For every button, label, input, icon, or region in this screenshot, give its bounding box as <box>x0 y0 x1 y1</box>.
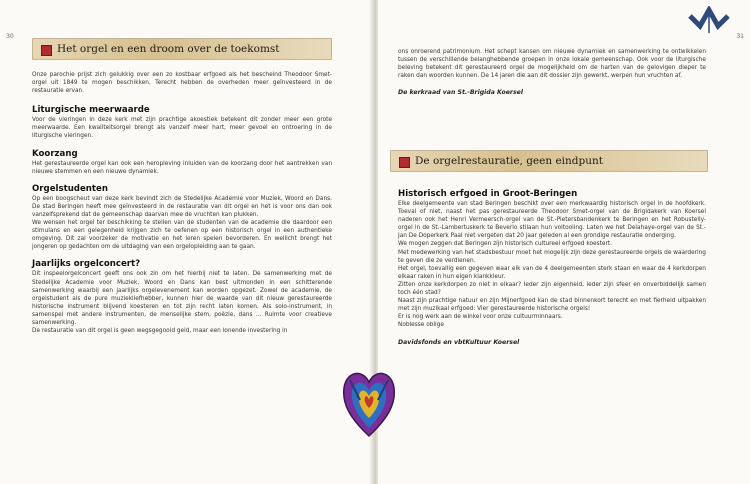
section-body: Dit inspeelorgelconcert geeft ons ook zin om het hierbij niet te laten. De samenwerking met de Stedelijke Academie voor Muziek, Woord en Dans kan best uitmonden in een schitterende samenwerking waarbij een jaarlijks orgelevenement kan worden opgezet. Zowel de academie, de orgelstudent als de pure muziekliefhebber, kunnen hier de waarde van dit nieuw gerestaureerde historische instrument blijvend koesteren en tot zijn recht laten komen. Als solo-instrument, in samenspel met andere instrumenten, de menselijke stem, poëzie, dans ... Ruimte voor creatieve samenwerking. De restauratie van dit orgel is geen wegsgegooid geld, maar een lonende investering in <box>32 271 332 335</box>
banner-bullet-icon <box>399 157 410 168</box>
left-body <box>32 71 332 335</box>
section-heading: Orgelstudenten <box>32 183 108 194</box>
section-heading: Liturgische meerwaarde <box>32 105 150 116</box>
intro-paragraph: Onze parochie prijst zich gelukkig over een zo kostbaar erfgoed als het bescheind Theodoor Smet-orgel uit 1849 te mogen beschikken. Terecht hebben de overheden meer geïnvesteerd in de restauratie ervan. <box>32 72 332 95</box>
section-body: Op een boogscheut van deze kerk bevindt zich de Stedelijke Academie voor Muziek, Woord en Dans. De stad Beringen heeft mee geïnvesteerd in de restauratie van dit orgel en het is voor ons dan ook vanzelfsprekend dat de gemeenschap daarvan mee de vruchten kan plukken. We wensen het orgel ter beschikking te stellen van de studenten van de academie die daardoor een stimulans en een gelegenheid krijgen zich te oefenen op een historisch orgel in een authentieke omgeving. Dit zal voorzeker de motivatie en het leren spelen bevorderen. En wellicht brengt het jongeren op gedachten om de uitdaging van een orgelopleiding aan te gaan. <box>32 195 332 251</box>
left-banner-title: Het orgel en een droom over de toekomst <box>57 43 280 55</box>
section-heading: Koorzang <box>32 148 78 159</box>
publisher-logo-icon <box>688 6 730 34</box>
signature-davidsfonds: Davidsfonds en vbtKultuur Koersel <box>398 338 520 346</box>
left-page <box>0 0 372 484</box>
right-banner-title: De orgelrestauratie, geen eindpunt <box>415 155 603 167</box>
signature-kerkraad: De kerkraad van St.-Brigida Koersel <box>398 89 523 97</box>
section-body: Elke deelgemeente van stad Beringen beschikt over een merkwaardig historisch orgel in de hoofdkerk. Toeval of niet, naast het pas gerestaureerde Theodoor Smet-orgel van de Brigidakerk van Koersel naderen ook het Henri Vermeersch-orgel van de St.-Pietersbandenkerk te Beringen en het Robustelly-orgel in de St.-Lambertuskerk te Beverlo stilaan hun voltooiing. Laten we het Delahaye-orgel van de St.-Jan De Doperkerk Paal niet vergeten dat 20 jaar geleden al een grondige restauratie onderging. We mogen zeggen dat Beringen zijn historisch cultureel erfgoed koestert. Met medewerking van het stadsbestuur moet het mogelijk zijn deze gerestaureerde orgels de waardering te geven die ze verdienen. Het orgel, toevallig een gegeven waar elk van de 4 deelgemeenten sterk staan en waar de 4 kerkdorpen elkaar raken in hun eigen klankkleur. Zitten onze kerkdorpen zo niet in elkaar? Ieder zijn eigenheid, ieder zijn sfeer en onverbiddelijk samen toch één stad? Naast zijn prachtige natuur en zijn Mijnerfgoed kan de stad binnenkort terecht en met fierheid uitpakken met zijn muzikaal erfgoed: Vier gerestaureerde historische orgels! Er is nog werk aan de winkel voor onze cultuurminnaars. Noblesse oblige <box>398 201 706 329</box>
right-banner <box>390 150 708 172</box>
left-banner <box>32 38 332 60</box>
stained-glass-heart-icon <box>340 360 398 440</box>
right-body <box>398 189 706 347</box>
page-number-right: 31 <box>736 33 744 40</box>
right-top-text <box>398 48 706 97</box>
page-number-left: 30 <box>6 33 14 40</box>
section-body: Voor de vieringen in deze kerk met zijn prachtige akoestiek betekent dit zonder meer een grote meerwaarde. Een kwaliteitsorgel brengt als vanzelf meer hart, meer gevoel en ontroering in de liturgische vieringen. <box>32 117 332 140</box>
section-heading: Historisch erfgoed in Groot-Beringen <box>398 189 578 199</box>
continued-paragraph: ons onroerend patrimonium. Het schept kansen om nieuwe dynamiek en samenwerking te ontwikkelen tussen de verschillende belanghebbende groepen in onze lokale gemeenschap. Ook voor de liturgische beleving betekent dit gerestaureerd orgel de mogelijkheid om de harten van de gelovigen dieper te raken dan woorden kunnen. De 14 jaren die aan dit dossier zijn gewerkt, werpen hun vruchten af. <box>398 49 706 80</box>
section-body: Het gerestaureerde orgel kan ook een heropleving inluiden van de koorzang door het aantrekken van nieuwe stemmen en een nieuwe dynamiek. <box>32 160 332 175</box>
banner-bullet-icon <box>41 45 52 56</box>
section-heading: Jaarlijks orgelconcert? <box>32 259 141 270</box>
right-page <box>378 0 750 484</box>
